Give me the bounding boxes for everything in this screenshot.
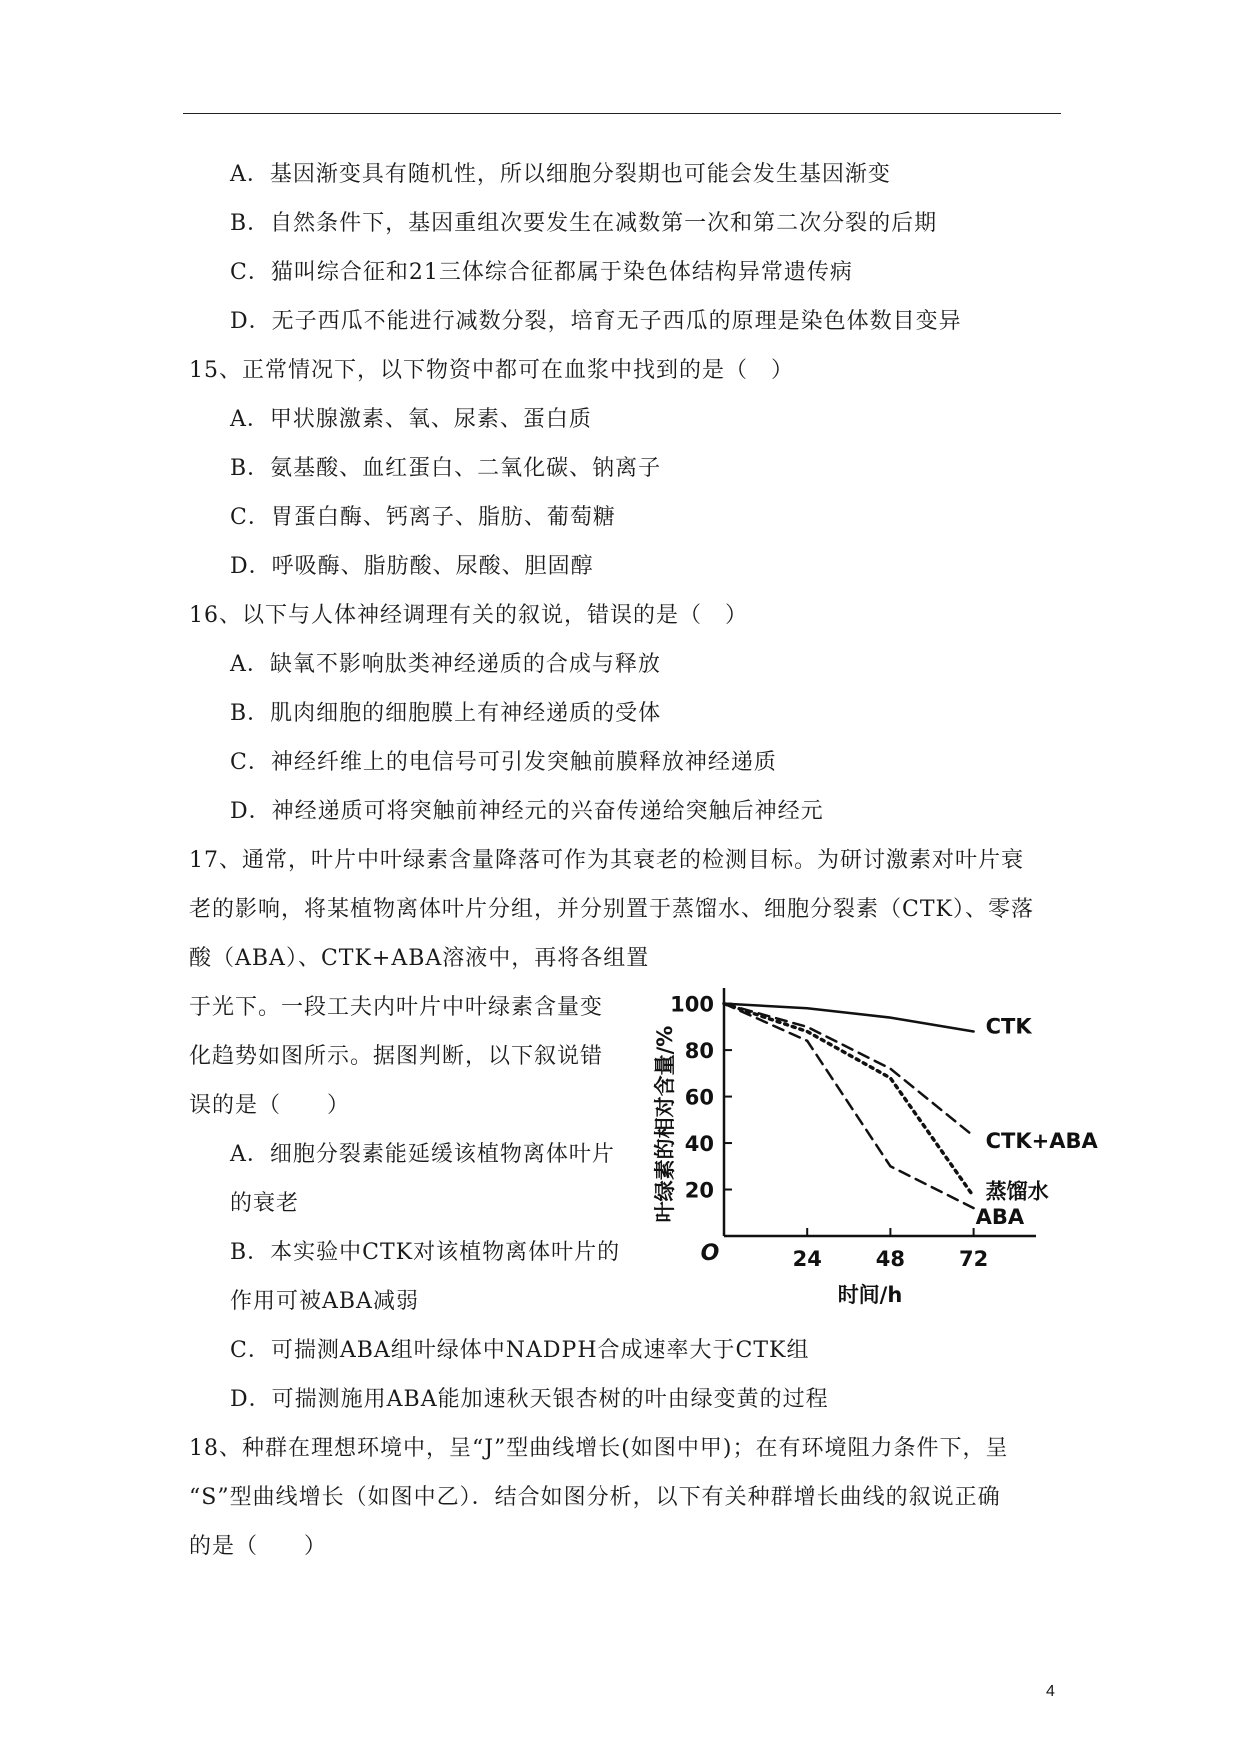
q17-option-a-line-2: 的衰老 <box>230 1191 300 1216</box>
q14-option-c: C．猫叫综合征和21三体综合征都属于染色体结构异常遗传病 <box>230 260 853 285</box>
series-line-蒸馏水 <box>724 1004 974 1197</box>
q17-option-c: C．可揣测ABA组叶绿体中NADPH合成速率大于CTK组 <box>230 1338 810 1363</box>
y-tick-label: 60 <box>684 1085 714 1110</box>
q17-stem-line-4: 于光下。一段工夫内叶片中叶绿素含量变 <box>189 995 604 1020</box>
series-label: CTK+ABA <box>985 1129 1098 1154</box>
q15-option-a: A．甲状腺激素、氧、尿素、蛋白质 <box>230 407 592 432</box>
y-axis-title: 叶绿素的相对含量/% <box>653 1025 677 1223</box>
q18-stem-line-1: 18、种群在理想环境中，呈“J”型曲线增长(如图中甲)；在有环境阻力条件下，呈 <box>189 1436 1009 1461</box>
series-label: ABA <box>975 1205 1025 1230</box>
q15-option-c: C．胃蛋白酶、钙离子、脂肪、葡萄糖 <box>230 505 616 530</box>
q18-stem-line-2: “S”型曲线增长（如图中乙）．结合如图分析，以下有关种群增长曲线的叙说正确 <box>189 1485 1001 1510</box>
q14-option-a: A．基因渐变具有随机性，所以细胞分裂期也可能会发生基因渐变 <box>230 162 891 187</box>
q16-option-d: D．神经递质可将突触前神经元的兴奋传递给突触后神经元 <box>230 799 824 824</box>
series-label: CTK <box>985 1014 1032 1039</box>
series-label: 蒸馏水 <box>985 1179 1049 1204</box>
q17-stem-line-1: 17、通常，叶片中叶绿素含量降落可作为其衰老的检测目标。为研讨激素对叶片衰 <box>189 848 1024 873</box>
q17-option-a-line-1: A．细胞分裂素能延缓该植物离体叶片 <box>230 1142 615 1167</box>
q16-option-c: C．神经纤维上的电信号可引发突触前膜释放神经递质 <box>230 750 777 775</box>
q17-stem-line-6: 误的是（ ） <box>189 1093 351 1118</box>
q17-option-d: D．可揣测施用ABA能加速秋天银杏树的叶由绿变黄的过程 <box>230 1387 829 1412</box>
page-number: 4 <box>1046 1683 1055 1700</box>
q17-stem-line-2: 老的影响，将某植物离体叶片分组，并分别置于蒸馏水、细胞分裂素（CTK）、零落 <box>189 897 1034 922</box>
q16-stem: 16、以下与人体神经调理有关的叙说，错误的是（ ） <box>189 603 748 628</box>
y-tick-label: 80 <box>684 1039 714 1064</box>
q15-option-d: D．呼吸酶、脂肪酸、尿酸、胆固醇 <box>230 554 594 579</box>
header-rule <box>183 113 1061 114</box>
series-line-CTK+ABA <box>724 1004 974 1137</box>
q17-option-b-line-1: B．本实验中CTK对该植物离体叶片的 <box>230 1240 621 1265</box>
x-tick-label: 72 <box>958 1247 989 1271</box>
x-tick-label: 48 <box>875 1247 906 1271</box>
y-tick-label: 40 <box>684 1132 714 1157</box>
q14-option-b: B．自然条件下，基因重组次要发生在减数第一次和第二次分裂的后期 <box>230 211 938 236</box>
q16-option-b: B．肌肉细胞的细胞膜上有神经递质的受体 <box>230 701 662 726</box>
origin-label: O <box>700 1241 720 1266</box>
q16-option-a: A．缺氧不影响肽类神经递质的合成与释放 <box>230 652 661 677</box>
x-tick-label: 24 <box>792 1247 822 1271</box>
q15-stem: 15、正常情况下，以下物资中都可在血浆中找到的是（ ） <box>189 358 794 383</box>
y-tick-label: 100 <box>670 992 714 1017</box>
q17-stem-line-5: 化趋势如图所示。据图判断，以下叙说错 <box>189 1044 604 1069</box>
q14-option-d: D．无子西瓜不能进行减数分裂，培育无子西瓜的原理是染色体数目变异 <box>230 309 962 334</box>
chlorophyll-chart <box>640 960 1098 1330</box>
q18-stem-line-3: 的是（ ） <box>189 1534 328 1559</box>
q15-option-b: B．氨基酸、血红蛋白、二氧化碳、钠离子 <box>230 456 662 481</box>
x-axis-title: 时间/h <box>837 1283 903 1307</box>
y-tick-label: 20 <box>684 1178 714 1203</box>
q17-stem-line-3: 酸（ABA）、CTK+ABA溶液中，再将各组置 <box>189 946 650 971</box>
q17-option-b-line-2: 作用可被ABA减弱 <box>230 1289 419 1314</box>
